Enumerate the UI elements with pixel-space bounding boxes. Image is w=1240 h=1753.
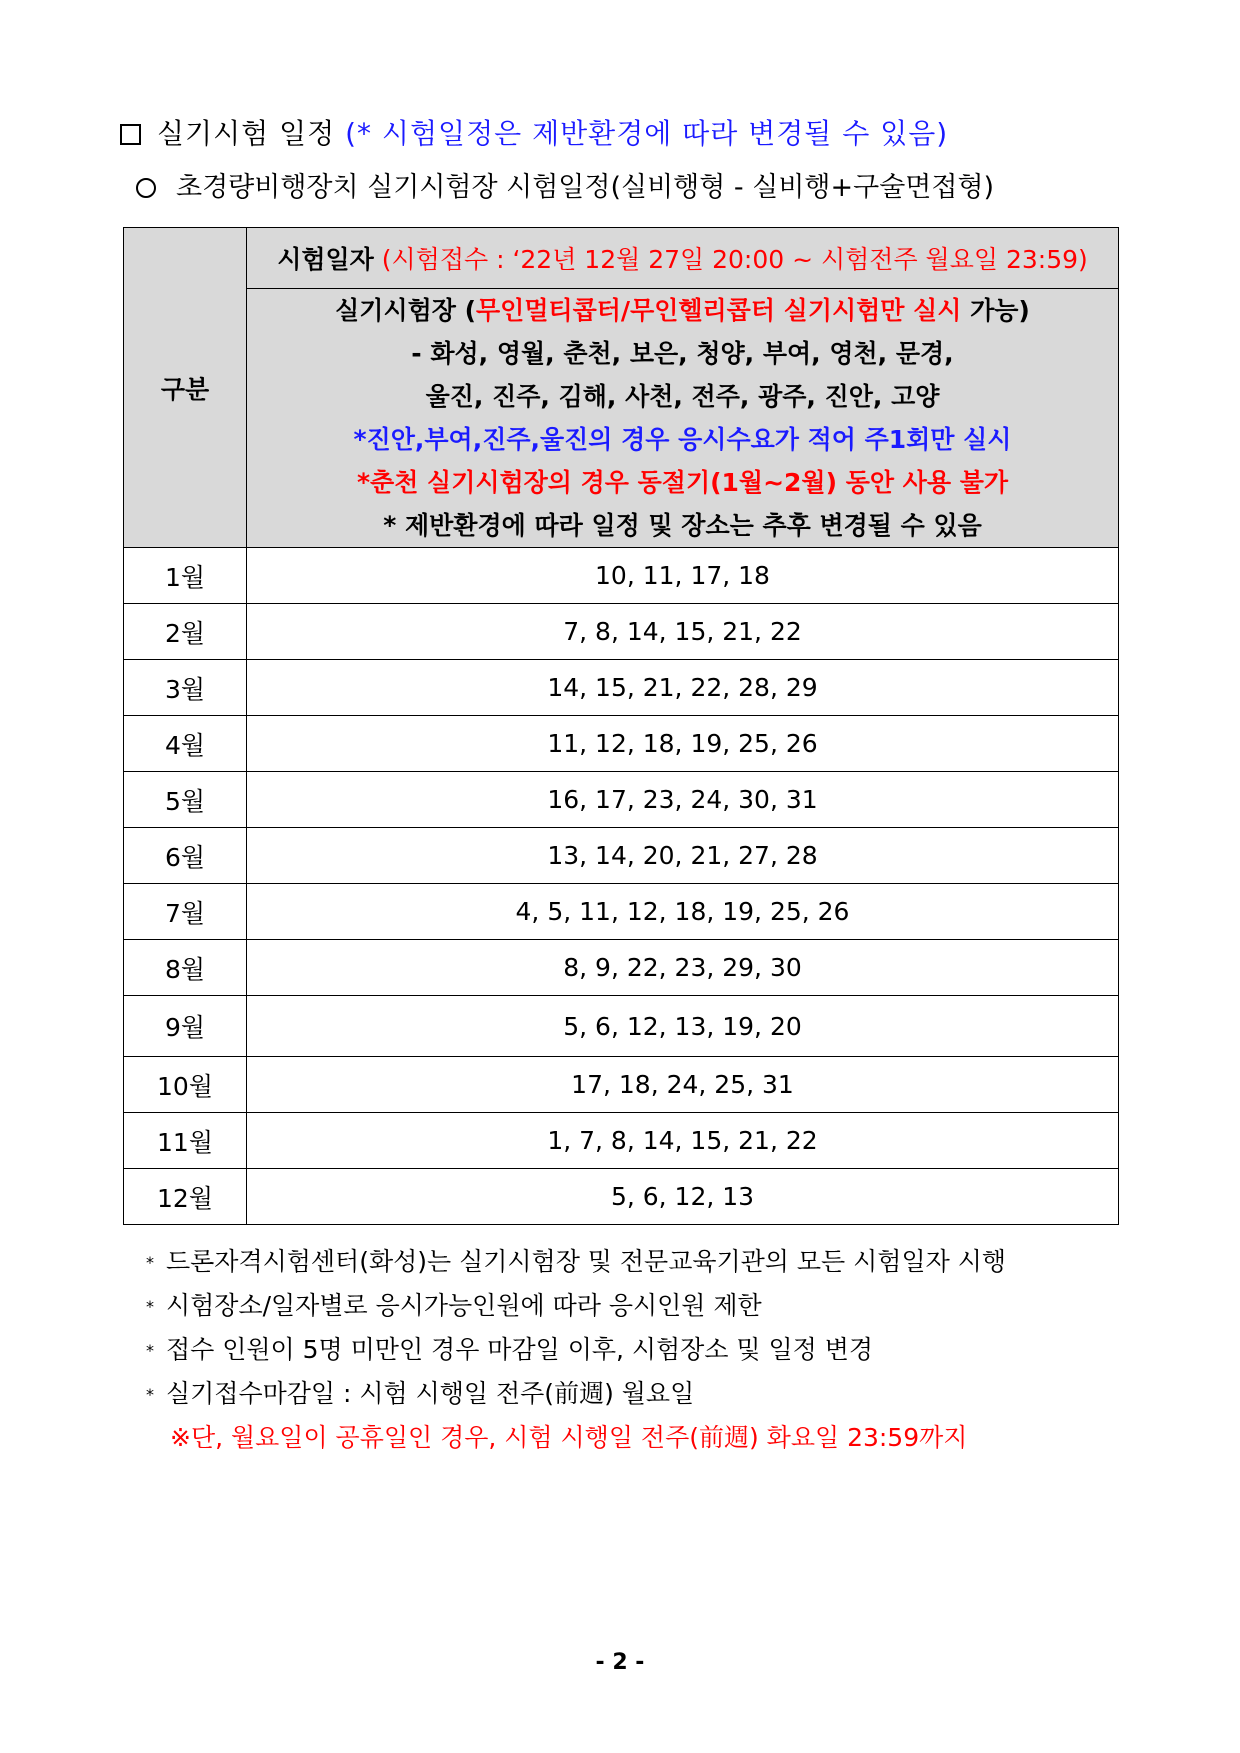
- dates-cell: 13, 14, 20, 21, 27, 28: [247, 828, 1119, 884]
- dates-cell: 1, 7, 8, 14, 15, 21, 22: [247, 1113, 1119, 1169]
- footnote-text: 접수 인원이 5명 미만인 경우 마감일 이후, 시험장소 및 일정 변경: [166, 1335, 874, 1364]
- dates-cell: 11, 12, 18, 19, 25, 26: [247, 716, 1119, 772]
- footnotes: [146, 1240, 1006, 1459]
- dates-cell: 17, 18, 24, 25, 31: [247, 1057, 1119, 1113]
- venue-line-3: 울진, 진주, 김해, 사천, 전주, 광주, 진안, 고양: [425, 382, 940, 411]
- star-icon: *: [146, 1297, 154, 1316]
- footnote-red-note: ※단, 월요일이 공휴일인 경우, 시험 시행일 전주(前週) 화요일 23:59까지: [170, 1423, 968, 1452]
- section-note: (* 시험일정은 제반환경에 따라 변경될 수 있음): [345, 117, 949, 150]
- circle-bullet-icon: [136, 178, 156, 198]
- dates-cell: 10, 11, 17, 18: [247, 548, 1119, 604]
- section-title: 실기시험 일정: [157, 117, 336, 150]
- dates-cell: 8, 9, 22, 23, 29, 30: [247, 940, 1119, 996]
- sub-heading-text: 초경량비행장치 실기시험장 시험일정(실비행형 - 실비행+구술면접형): [176, 172, 995, 203]
- dates-cell: 5, 6, 12, 13, 19, 20: [247, 996, 1119, 1057]
- table-header-row: [124, 228, 1119, 289]
- venue-prefix: 실기시험장 (: [335, 296, 477, 325]
- venue-note-red: *춘천 실기시험장의 경우 동절기(1월~2월) 동안 사용 불가: [356, 468, 1009, 497]
- month-cell: 4월: [124, 716, 247, 772]
- column-header-category: 구분: [124, 228, 247, 548]
- table-row: [124, 884, 1119, 940]
- footnote-text: 드론자격시험센터(화성)는 실기시험장 및 전문교육기관의 모든 시험일자 시행: [166, 1247, 1006, 1276]
- footnote-item: [146, 1284, 1006, 1328]
- table-row: [124, 996, 1119, 1057]
- star-icon: *: [146, 1341, 154, 1360]
- sub-heading: [136, 165, 994, 204]
- venue-line-2: - 화성, 영월, 춘천, 보은, 청양, 부여, 영천, 문경,: [411, 339, 954, 368]
- dates-cell: 5, 6, 12, 13: [247, 1169, 1119, 1225]
- table-row: [124, 772, 1119, 828]
- venue-line-1: [247, 289, 1118, 332]
- month-cell: 1월: [124, 548, 247, 604]
- table-row: [124, 716, 1119, 772]
- table-venue-row: [124, 289, 1119, 548]
- schedule-table: [123, 227, 1119, 1225]
- table-row: [124, 828, 1119, 884]
- venue-suffix: 가능): [961, 296, 1030, 325]
- month-cell: 9월: [124, 996, 247, 1057]
- table-row: [124, 1113, 1119, 1169]
- venue-note-general: * 제반환경에 따라 일정 및 장소는 추후 변경될 수 있음: [383, 511, 982, 540]
- date-header-note: (시험접수 : ‘22년 12월 27일 20:00 ~ 시험전주 월요일 23:59): [381, 245, 1088, 274]
- table-row: [124, 660, 1119, 716]
- month-cell: 3월: [124, 660, 247, 716]
- month-cell: 11월: [124, 1113, 247, 1169]
- dates-cell: 16, 17, 23, 24, 30, 31: [247, 772, 1119, 828]
- table-row: [124, 940, 1119, 996]
- section-heading: [120, 112, 948, 152]
- month-cell: 8월: [124, 940, 247, 996]
- venue-restriction: 무인멀티콥터/무인헬리콥터 실기시험만 실시: [476, 296, 962, 325]
- star-icon: *: [146, 1253, 154, 1272]
- month-cell: 7월: [124, 884, 247, 940]
- month-cell: 12월: [124, 1169, 247, 1225]
- footnote-text: 실기접수마감일 : 시험 시행일 전주(前週) 월요일: [166, 1379, 695, 1408]
- dates-cell: 4, 5, 11, 12, 18, 19, 25, 26: [247, 884, 1119, 940]
- column-header-dates: [247, 228, 1119, 289]
- month-cell: 6월: [124, 828, 247, 884]
- month-cell: 10월: [124, 1057, 247, 1113]
- dates-cell: 7, 8, 14, 15, 21, 22: [247, 604, 1119, 660]
- table-row: [124, 604, 1119, 660]
- checkbox-icon: [120, 124, 141, 145]
- month-cell: 5월: [124, 772, 247, 828]
- footnote-text: 시험장소/일자별로 응시가능인원에 따라 응시인원 제한: [166, 1291, 762, 1320]
- footnote-item: [146, 1328, 1006, 1372]
- dates-cell: 14, 15, 21, 22, 28, 29: [247, 660, 1119, 716]
- page-number: - 2 -: [595, 1650, 645, 1675]
- table-row: [124, 548, 1119, 604]
- month-cell: 2월: [124, 604, 247, 660]
- footnote-item: [146, 1372, 1006, 1416]
- star-icon: *: [146, 1385, 154, 1404]
- venue-note-blue: *진안,부여,진주,울진의 경우 응시수요가 적어 주1회만 실시: [353, 425, 1012, 454]
- date-header-title: 시험일자: [277, 245, 374, 274]
- table-row: [124, 1057, 1119, 1113]
- footnote-item: [146, 1240, 1006, 1284]
- table-row: [124, 1169, 1119, 1225]
- venue-header: [247, 289, 1119, 548]
